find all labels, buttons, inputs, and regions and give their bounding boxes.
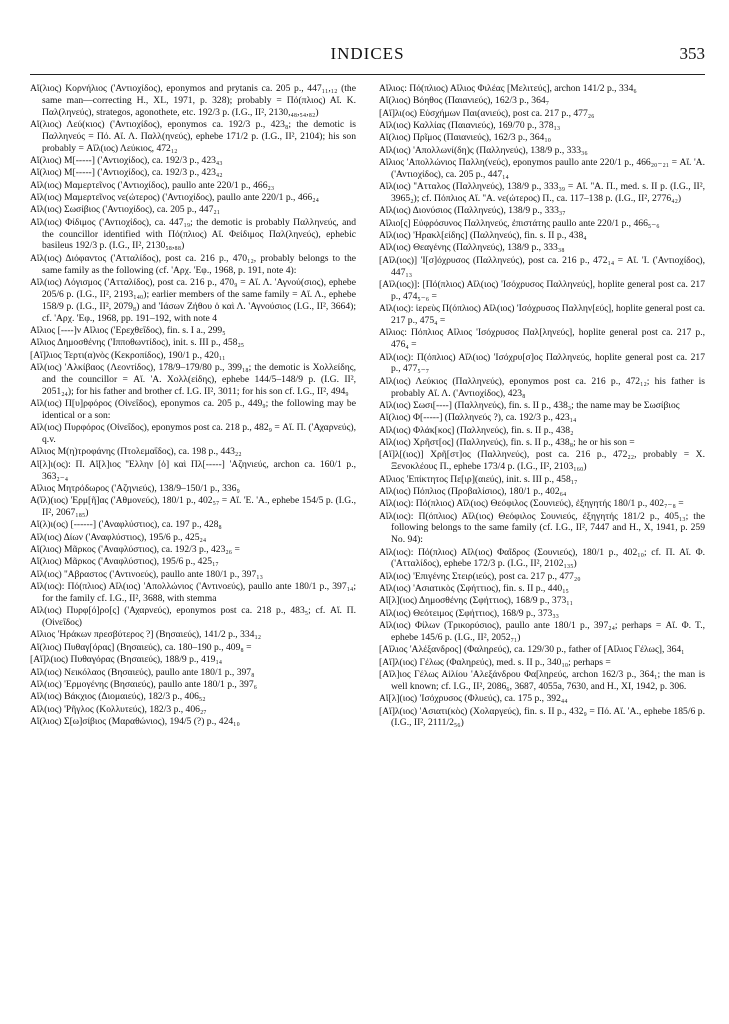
index-entry: [Αἴ]λ(ιος) Πυθαγόρας (Βησαιεύς), 188/9 p., 419₁₄	[30, 654, 223, 666]
index-entry: Αἴλ(ιος) Πυρφ[ό]ρο[ς] ('Αχαρνεύς), eponymos post ca. 218 p., 483₅; cf. Αἴ. Π. (Οἰνεΐδος)	[30, 605, 356, 629]
right-column	[379, 83, 705, 730]
index-entry: Αἴλ(ιος): ἱερεὺς Π(όπλιος) Αἴλ(ιος) 'Ισόχρυσος Παλλην[εύς], hoplite general post ca. 217 p., 475₄ =	[379, 303, 705, 327]
index-entry: Αἴλ(ιος): Π(όπλιος) Αἴλ(ιος) 'Ισόχρυ[σ]ος Παλληνεύς, hoplite general post ca. 217 p., 477₅₋₇	[379, 351, 705, 375]
index-entry: Αἴ(λιος) Μ[-----] ('Αντιοχίδος), ca. 192/3 p., 423₄₂	[30, 167, 223, 179]
index-entry: Αἴλ(ιος) Σωσι[----] (Παλληνεύς), fin. s. II p., 438₃; the name may be Σωσίβιος	[379, 399, 680, 411]
index-entry: Αἴλιος 'Επίκτητος Πε[ιρ](αιεύς), init. s. III p., 458₁₇	[379, 473, 578, 485]
index-entry: Αἴλ(ιος) Θεαγένης (Παλληνεύς), 138/9 p., 333₃₈	[379, 242, 565, 254]
page-title: INDICES	[330, 44, 405, 63]
index-entry: [Αἴ]λ(ιος) 'Ασιατι(κὸς) (Χολαργεύς), fin. s. II p., 432₉ = Πό. Αἴ. 'Α., ephebe 185/6 p. (I.G., II², 2111/2₅₆)	[379, 705, 705, 729]
index-entry: Αἴ(λιος) Σ[ω]σίβιος (Μαραθώνιος), 194/5 (?) p., 424₁₀	[30, 715, 240, 727]
index-entry: Αἴλ(ιος) Φίλων (Τρικορύσιος), paullo ante 180/1 p., 397₂₄; perhaps = Αἴ. Φ. Τ., ephebe 145/6 p. (I.G., II², 2052₇₁)	[379, 620, 705, 643]
index-entry: Αἴλ(ιος) Δίων ('Αναφλύστιος), 195/6 p., 425₂₄	[30, 531, 207, 543]
index-entry: Αἴλ(ιος) ''Αβραστος ('Αντινοεύς), paullo ante 180/1 p., 397₁₃	[30, 568, 263, 580]
index-entry: Αἴλ(ιος) Φλάκ[κος] (Παλληνεύς), fin. s. II p., 438₂	[379, 424, 574, 436]
index-entry: Αἴλ(ιος) Π[υ]ρφόρος (Οἰνεΐδος), eponymos ca. 205 p., 449₉; the following may be identical or a son:	[30, 397, 356, 421]
index-entry: Αἴλ(ιος) Χρῆστ[ος] (Παλληνεύς), fin. s. II p., 438₈; he or his son =	[379, 436, 635, 448]
index-entry: Αἴλιος Μ(η)τροφάνης (Πτολεμαΐδος), ca. 198 p., 443₂₂	[30, 446, 242, 458]
index-entry: Αἴ(λιος) Πυθαγ[όρας] (Βησαιεύς), ca. 180–190 p., 409₈ =	[30, 641, 252, 653]
index-entry: [Αἴ]λ[(ιος)] Χρῆ[στ]ος (Παλληνεύς), post ca. 216 p., 472₂₂, probably = Χ. Ξενοκλέους Π., ephebe 173/4 p. (I.G., II², 2103₁₆₀)	[379, 449, 705, 473]
index-entry: Αἴλ(ιος) Καλλίας (Παιανιεύς), 169/70 p., 378₁₃	[379, 120, 561, 132]
index-entry: Αἴλιος: Πό(πλιος) Αἴλιος Φιλέας [Μελιτεύς], archon 141/2 p., 334₆	[379, 83, 637, 94]
index-entry: Αἴ(λ)ι(ος) [------] ('Αναφλύστιος), ca. 197 p., 428₈	[30, 519, 222, 531]
index-entry: Αἴλ(ιος) ''Ατταλος (Παλληνεύς), 138/9 p., 333₃₉ = Αἴ. ''Α. Π., med. s. II p. (I.G., II², 3965₂); cf. Πόπλιος Αἴ. ''Α. νε(ώτερος) Π., ca. 117–138 p. (I.G., II², 2776₄₂)	[379, 181, 705, 205]
index-entry: [Αἴ]λιος Τερτι(α)νὸς (Κεκροπίδος), 190/1 p., 420₁₁	[30, 349, 226, 361]
index-entry: Αἴλ(ιος) Μαμερτεῖνος νε(ώτερος) ('Αντιοχίδος), paullo ante 220/1 p., 466₂₄	[30, 192, 319, 204]
index-entry: Αἴλ(ιος) Θεότειμος (Σφήττιος), 168/9 p., 373₃₃	[379, 607, 560, 619]
index-entry: Αἴ(λιος) Μᾶρκος ('Αναφλύστιος), 195/6 p., 425₁₇	[30, 556, 219, 568]
index-entry: Αἴ(λιος) Φ[-----] (Παλληνεύς ?), ca. 192/3 p., 423₁₄	[379, 412, 577, 424]
index-entry: Αἴ[λ](ιος) Δημοσθένης (Σφήττιος), 168/9 p., 373₁₁	[379, 595, 573, 607]
index-entry: [Αἴλ(ιος)]: [Πό(πλιος) Αἴλ(ιος) 'Ισόχρυσος Παλληνεύς], hoplite general post ca. 217 p., 474₅₋₆ =	[379, 279, 705, 302]
index-entry: Αἴλ(ιος) Νεικόλαος (Βησαιεύς), paullo ante 180/1 p., 397₈	[30, 666, 255, 678]
index-entry: [Αἴλ]ιος Γέλως Αἰλίου 'Αλεξάνδρου Φα[ληρεύς, archon 162/3 p., 364₁; the man is well known; cf. I.G., II², 2086₆, 3687, 4055a, 7630, and H., XI, 1942, p. 306.	[379, 669, 705, 692]
index-entry: Αἴλ(ιος) Πόπλιος (Προβαλίσιος), 180/1 p., 402₆₄	[379, 485, 567, 497]
index-entry: Αἴλ(ιος): Πό(πλιος) Αἴλ(ιος) 'Απολλώνιος ('Αντινοεύς), paullo ante 180/1 p., 397₁₄; for the family cf. I.G., II², 3688, with stemma	[30, 581, 356, 604]
index-entry: Αἴλιος 'Ηράκων πρεσβύτερος ?] (Βησαιεύς), 141/2 p., 334₁₂	[30, 629, 262, 641]
index-page	[30, 40, 705, 730]
index-entry: Αἴλ(ιος) 'Αλκίβαος (Λεοντίδος), 178/9–179/80 p., 399₁₈; the demotic is Χολλείδης, and the councillor = Αἴ. 'Α. Χολλ(είδης), ephebe 144/5–148/9 p. (I.G. II², 2051₂₄); for his father and brother cf. I.G. II², 3011; for his son cf. I.G., II², 494₉	[30, 361, 356, 397]
index-entry: Αἴλ(ιος): Πό(πλιος) Αἴλ(ιος) Φαῖδρος (Σουνιεύς), 180/1 p., 402₁₀; cf. Π. Αἴ. Φ. ('Ατταλίδος), ephebe 172/3 p. (I.G., II², 2102₁₃₅)	[379, 546, 705, 570]
index-entry: Αἴλιος: Πόπλιος Αἴλιος 'Ισόχρυσος Παλ[ληνεύς], hoplite general post ca. 217 p., 476₄ =	[379, 327, 705, 351]
index-columns	[30, 83, 705, 730]
index-entry: Αἴλ(ιος) 'Ασιατικὸς (Σφήττιος), fin. s. II p., 440₁₅	[379, 583, 569, 595]
index-entry: [Αἴλιος 'Αλέξανδρος] (Φαληρεύς), ca. 129/30 p., father of [Αἴλιος Γέλως], 364₁	[379, 644, 685, 656]
index-entry: Αἴλ(ιος) Πυρφόρος (Οἰνεΐδος), eponymos post ca. 218 p., 482₉ = Αἴ. Π. ('Αχαρνεύς), q.v.	[30, 422, 356, 445]
index-entry: Αἴλ(ιος) 'Ερμογένης (Βησαιεύς), paullo ante 180/1 p., 397₆	[30, 678, 257, 690]
index-entry: Αἴλ(ιος): Πό(πλιος) Αἴλ(ιος) Θεόφιλος (Σουνιεύς), ἐξηγητής 180/1 p., 402₇₋₈ =	[379, 498, 684, 510]
index-entry: Αἴλ(ιος) Λόγισμος ('Ατταλίδος), post ca. 216 p., 470₉ = Αἴ. Λ. 'Αγνού(σιος), ephebe 205/6 p. (I.G., II², 2193₁₄₀); earlier members of the same family = Αἴ. Λ., ephebe 158/9 p. (I.G., II², 2079₈) and 'Ιάσων Ζήθου ὁ καὶ Λ. 'Αγνούσιος (I.G., II², 3664); cf. 'Αρχ. 'Εφ., 1968, pp. 191–192, with note 4	[30, 277, 356, 324]
index-entry: Αἴ(λιος) Μᾶρκος ('Αναφλύστιος), ca. 192/3 p., 423₂₆ =	[30, 544, 240, 556]
index-entry: Αἴλ(ιος) Βάκχιος (Διομαιεύς), 182/3 p., 406₅₂	[30, 691, 206, 703]
index-entry: Αἴλ(ιος) Φίδιμος ('Αντιοχίδος), ca. 447₁₉; the demotic is probably Παλληνεύς, and the councillor identified with Πό(πλιος) Αἴ. Φείδιμος Παλ(ληνεύς), ephebic basileus 192/3 p. (I.G., II², 2130₅₈,₈₈)	[30, 216, 356, 252]
running-header	[30, 40, 705, 75]
index-entry: [Αἴλ(ιος)] 'Ι[σ]όχρυσος (Παλληνεύς), post ca. 216 p., 472₁₄ = Αἴ. 'Ι. ('Αντιοχίδος), 447₁₃	[379, 254, 705, 278]
index-entry: Αἴλ(ιος) Διονύσιος (Παλληνεύς), 138/9 p., 333₃₇	[379, 205, 566, 217]
index-entry: [Αἴ]λι(ος) Εὐσχήμων Παι(ανιεύς), post ca. 217 p., 477₂₆	[379, 107, 595, 119]
index-entry: Αἴλιο[ς] Εὐφρόσυνος Παλληνεύς, ἐπιστάτης paullo ante 220/1 p., 466₅₋₆	[379, 217, 660, 229]
index-entry: Αἴλ(ιος) Λεύκιος (Παλληνεύς), eponymos post ca. 216 p., 472₁₂; his father is probably Αἴ. Λ. ('Αντιοχίδος), 423₈	[379, 375, 705, 399]
index-entry: Αἴλιος Μητρόδωρος ('Αζηνιεύς), 138/9–150/1 p., 336₉	[30, 482, 240, 494]
index-entry: Αἴλ(ιος) 'Απολλωνί(δη)ς (Παλληνεύς), 138/9 p., 333₃₆	[379, 144, 588, 156]
page-number: 353	[679, 44, 705, 63]
index-entry: Αἴ(λιος) Κορνήλιος ('Αντιοχίδος), eponymos and prytanis ca. 205 p., 447₁₁,₁₂ (the same man—correcting H., XL, 1971, p. 328); probably = Πό(πλιος) Αἴ. Κ. Παλ(ληνεύς), strategos, agonothete, etc. 192/3 p. (I.G., II², 2130,₄₈,₅₄,₈₂)	[30, 83, 356, 118]
index-entry: Αἴλ(ιος) 'Ρῆγλος (Κολλυτεύς), 182/3 p., 406₂₇	[30, 703, 207, 715]
index-entry: Αἴλ(ιος): Π(όπλιος) Αἴλ(ιος) Θεόφιλος Σουνιεύς, ἐξηγητής 181/2 p., 405₁₃; the following belongs to the same family (cf. I.G., II², 7447 and H., X, 1941, p. 259 No. 94):	[379, 510, 705, 546]
index-entry: Αἴλιος [----]ν Αἴλιος ('Ερεχθεΐδος), fin. s. I a., 299₅	[30, 324, 226, 336]
index-entry: Αἴ(λιος) Βόηθος (Παιανιεύς), 162/3 p., 364₇	[379, 95, 550, 107]
index-entry: Αἴ[λ]ι(ος): Π. Αἴ[λ]ιος ''Ελλην [ὁ] καὶ Πλ[-----] 'Αζηνιεύς, archon ca. 160/1 p., 363₂₋₄	[30, 458, 356, 482]
index-entry: Αἴ(λιος) Μ[-----] ('Αντιοχίδος), ca. 192/3 p., 423₄₃	[30, 155, 223, 167]
left-column	[30, 83, 356, 730]
index-entry: Αἴλιος Δημοσθένης ('Ιπποθωντίδος), init. s. III p., 458₂₅	[30, 337, 245, 349]
index-entry: Αἴλ(ιος) 'Ηρακλ[είδης] (Παλληνεύς), fin. s. II p., 438₄	[379, 230, 587, 242]
index-entry: Αἴλ(ιος) Μαμερτεῖνος ('Αντιοχίδος), paullo ante 220/1 p., 466₂₃	[30, 179, 275, 191]
index-entry: Αἴ[λ](ιος) 'Ισόχρυσος (Φλυεύς), ca. 175 p., 392₄₄	[379, 693, 568, 705]
index-entry: Α(ἴλ)(ιος) 'Ερμ[ῆ]ας ('Αθμονεύς), 180/1 p., 402₅₇ = Αἴ. 'Ε. 'Α., ephebe 154/5 p. (I.G., II², 2067₁₈₅)	[30, 495, 356, 519]
index-entry: Αἴλιος 'Απολλώνιος Παλλη(νεύς), eponymos paullo ante 220/1 p., 466₂₀₋₂₁ = Αἴ. 'Α. ('Αντιοχίδος), ca. 205 p., 447₁₄	[379, 157, 705, 180]
index-entry: Αἴλ(ιος) Διόφαντος ('Ατταλίδος), post ca. 216 p., 470₁₂, probably belongs to the same family as the following (cf. 'Αρχ. 'Εφ., 1968, p. 191, note 4):	[30, 252, 356, 276]
index-entry: Αἴ(λιος) Πρῖμος (Παιανιεύς), 162/3 p., 364₁₀	[379, 132, 552, 144]
index-entry: Αἴλ(ιος) Σωσίβιος ('Αντιοχίδος), ca. 205 p., 447₂₁	[30, 204, 221, 216]
index-entry: Αἴ(λιος) Λεύ(κιος) ('Αντιοχίδος), eponymos ca. 192/3 p., 423₈; the demotic is Παλληνεύς = Πό. Αἴ. Λ. Παλλ(ηνεύς), ephebe 171/2 p. (I.G., II², 2104); his son probably = Αἴλ(ιος) Λεύκιος, 472₁₂	[30, 119, 356, 154]
index-entry: Αἴλ(ιος) 'Επιγένης Στειρ(ιεύς), post ca. 217 p., 477₂₀	[379, 570, 581, 582]
index-entry: [Αἴ]λ(ιος) Γέλως (Φαληρεύς), med. s. II p., 340₁₀; perhaps =	[379, 656, 611, 668]
